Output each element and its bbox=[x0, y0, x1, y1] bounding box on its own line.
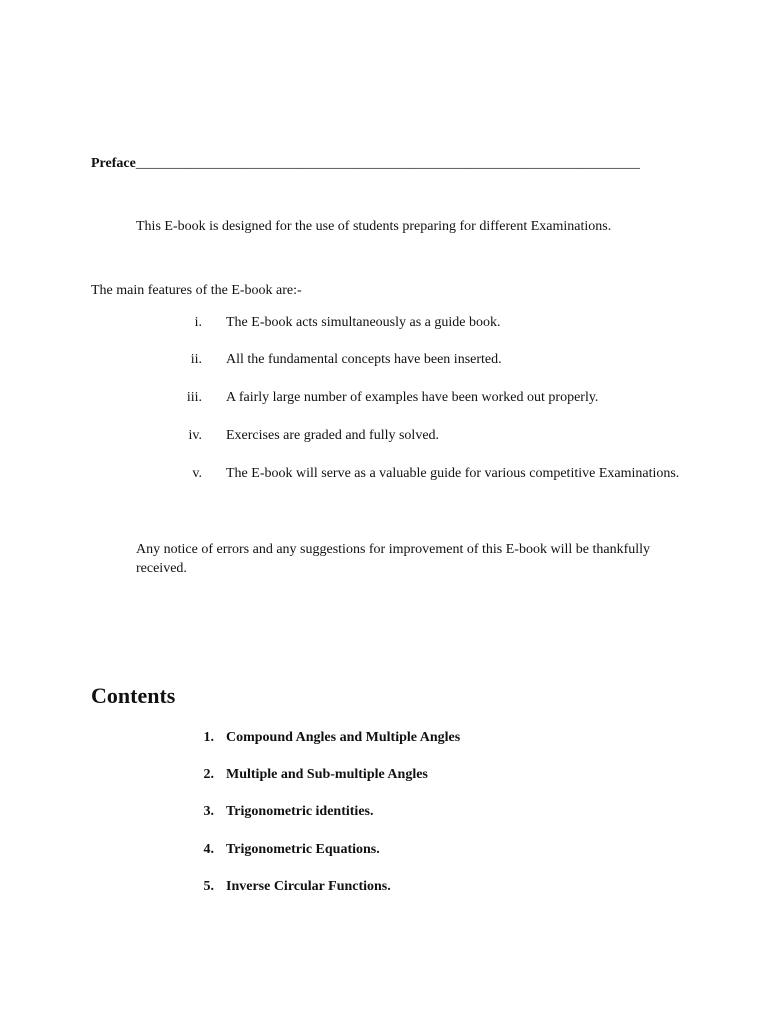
features-lead: The main features of the E-book are:- bbox=[91, 283, 302, 298]
feature-item bbox=[0, 428, 768, 448]
feature-text: All the fundamental concepts have been inserted. bbox=[226, 352, 502, 367]
feature-text: The E-book acts simultaneously as a guide book. bbox=[226, 315, 501, 330]
feature-number: i. bbox=[194, 315, 202, 330]
contents-title: Multiple and Sub-multiple Angles bbox=[226, 767, 428, 782]
contents-number: 4. bbox=[203, 842, 214, 857]
contents-title: Inverse Circular Functions. bbox=[226, 879, 391, 894]
contents-heading: Contents bbox=[91, 683, 176, 708]
feature-number: v. bbox=[192, 466, 202, 481]
contents-item bbox=[0, 879, 768, 899]
feature-number: iii. bbox=[186, 390, 202, 405]
feature-number: ii. bbox=[190, 352, 202, 367]
contents-item bbox=[0, 842, 768, 862]
feature-item bbox=[0, 390, 768, 410]
contents-item bbox=[0, 767, 768, 787]
contents-title: Trigonometric identities. bbox=[226, 804, 374, 819]
contents-title: Compound Angles and Multiple Angles bbox=[226, 730, 461, 745]
preface-title: Preface bbox=[91, 156, 136, 171]
feature-text: A fairly large number of examples have been worked out properly. bbox=[226, 390, 599, 405]
feature-item bbox=[0, 352, 768, 372]
contents-number: 2. bbox=[203, 767, 214, 782]
preface-underline: ________________________________________________________________________ bbox=[135, 156, 640, 171]
feature-item bbox=[0, 315, 768, 335]
preface-heading bbox=[91, 156, 640, 172]
contents-number: 1. bbox=[203, 730, 214, 745]
feature-text: Exercises are graded and fully solved. bbox=[226, 428, 440, 443]
errors-notice: Any notice of errors and any suggestions for improvement of this E-book will be thankfully received. bbox=[136, 542, 651, 576]
preface-intro: This E-book is designed for the use of students preparing for different Examinations. bbox=[136, 219, 612, 234]
contents-number: 3. bbox=[203, 804, 214, 819]
contents-number: 5. bbox=[203, 879, 214, 894]
feature-number: iv. bbox=[188, 428, 202, 443]
feature-item bbox=[0, 466, 768, 486]
contents-item bbox=[0, 804, 768, 824]
feature-text: The E-book will serve as a valuable guide for various competitive Examinations. bbox=[226, 466, 680, 481]
contents-item bbox=[0, 730, 768, 750]
contents-title: Trigonometric Equations. bbox=[226, 842, 380, 857]
